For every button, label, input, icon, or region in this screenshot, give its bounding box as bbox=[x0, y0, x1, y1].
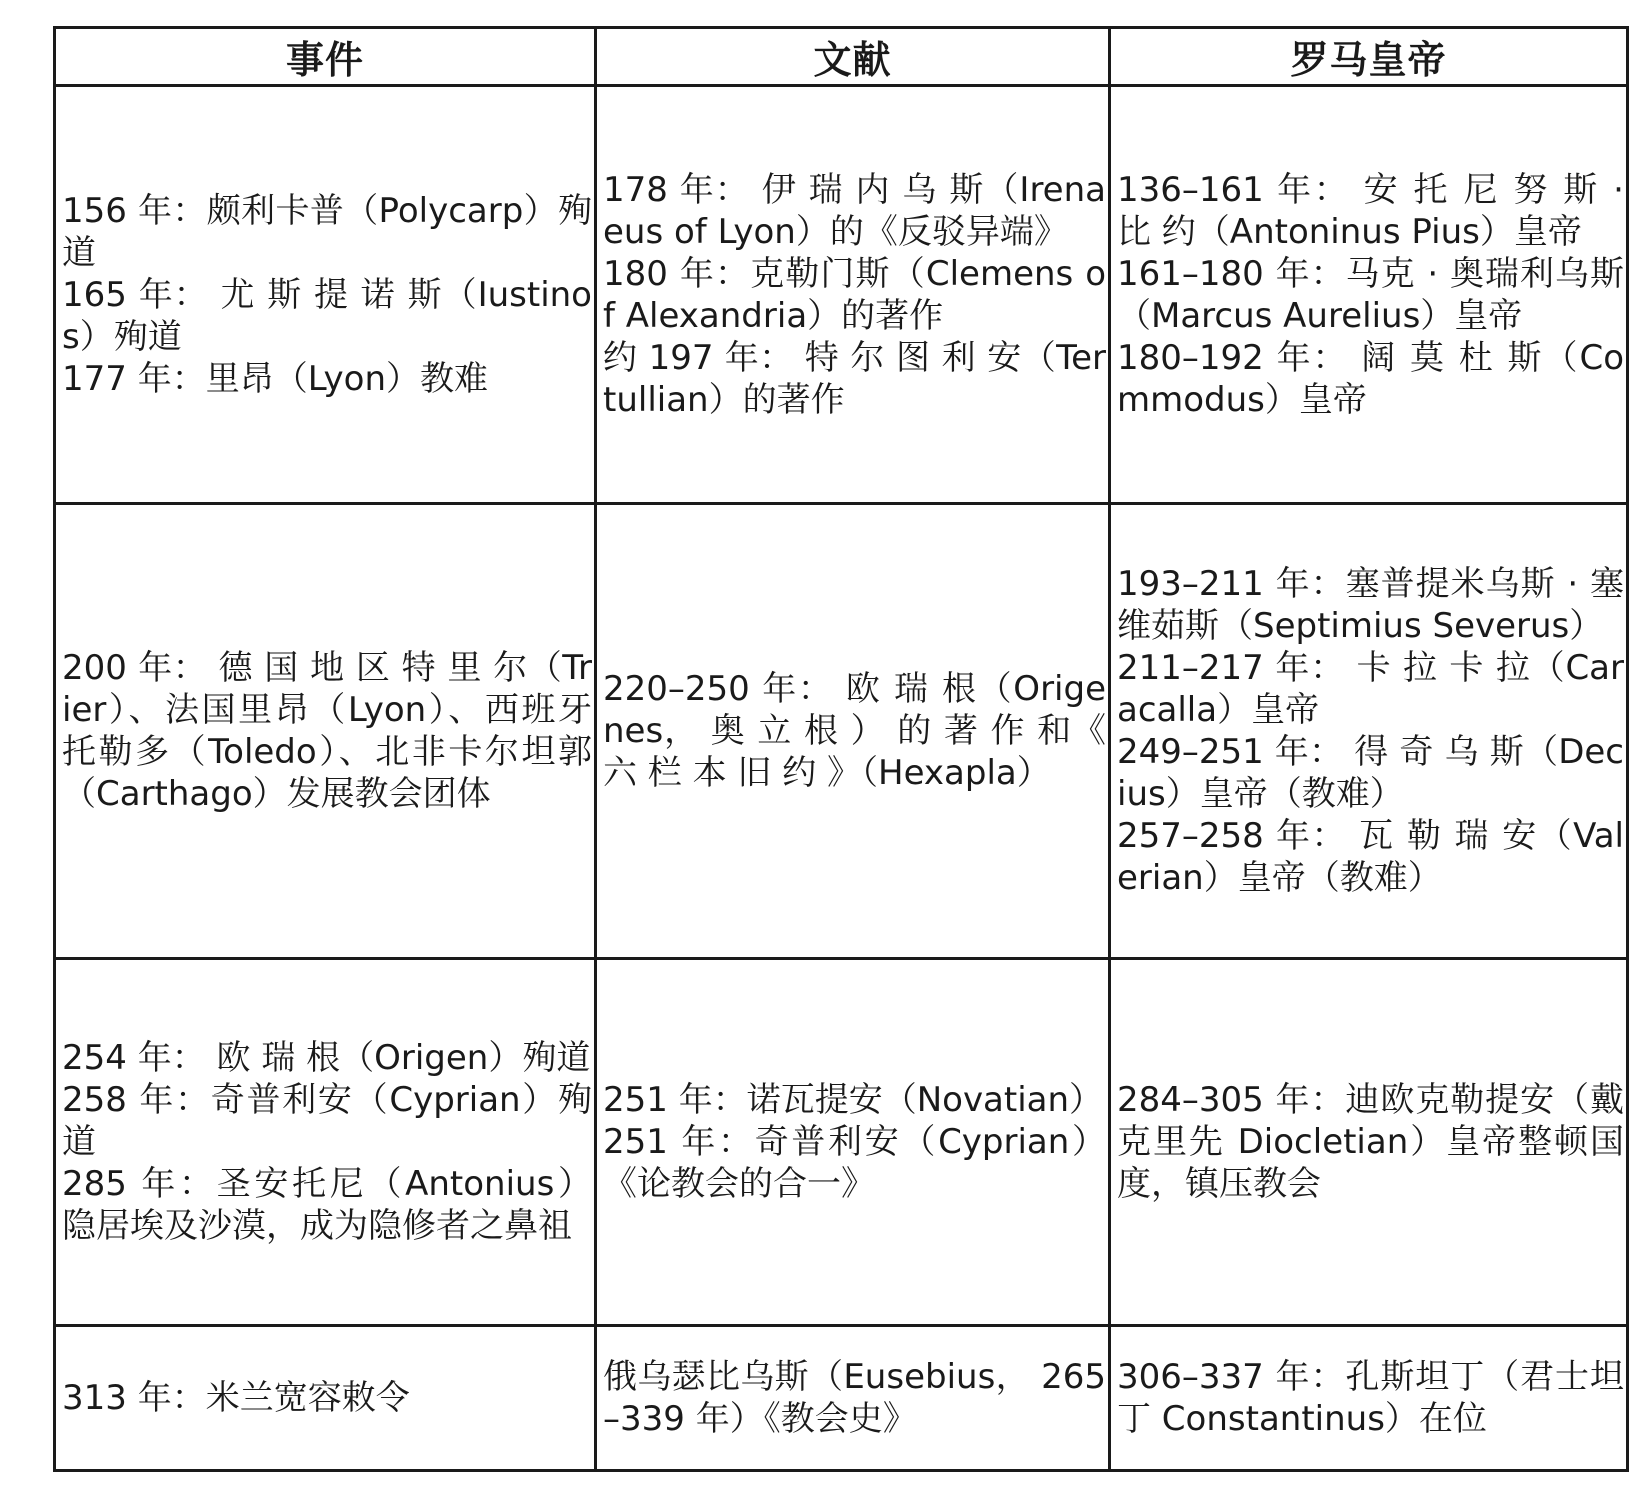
events-cell bbox=[55, 86, 596, 504]
document-entry: 约 197 年： 特 尔 图 利 安（Tertullian）的著作 bbox=[603, 337, 1106, 420]
header-documents: 文献 bbox=[596, 28, 1110, 86]
emperor-entry: 306–337 年：孔斯坦丁（君士坦丁 Constantinus）在位 bbox=[1117, 1357, 1624, 1439]
emperors-cell bbox=[1110, 1326, 1628, 1471]
event-entry: 156 年：颇利卡普（Polycarp）殉道 bbox=[62, 190, 592, 273]
documents-cell bbox=[596, 504, 1110, 959]
event-entry: 177 年：里昂（Lyon）教难 bbox=[62, 358, 488, 399]
emperor-entry: 193–211 年：塞普提米乌斯 · 塞维茹斯（Septimius Severus） bbox=[1117, 564, 1624, 646]
emperors-cell bbox=[1110, 504, 1628, 959]
events-cell bbox=[55, 504, 596, 959]
document-entry: 251 年：诺瓦提安（Novatian） bbox=[603, 1080, 1104, 1120]
emperor-entry: 211–217 年： 卡 拉 卡 拉（Caracalla）皇帝 bbox=[1117, 648, 1624, 730]
document-entry: 178 年： 伊 瑞 内 乌 斯（Irenaeus of Lyon）的《反驳异端》 bbox=[603, 169, 1106, 252]
table-row bbox=[55, 504, 1628, 959]
events-cell bbox=[55, 959, 596, 1326]
header-row bbox=[55, 28, 1628, 86]
table-row bbox=[55, 959, 1628, 1326]
documents-cell bbox=[596, 1326, 1110, 1471]
event-entry: 258 年：奇普利安（Cyprian）殉道 bbox=[62, 1080, 592, 1162]
event-entry: 285 年：圣安托尼（Antonius）隐居埃及沙漠，成为隐修者之鼻祖 bbox=[62, 1164, 592, 1246]
header-emperors: 罗马皇帝 bbox=[1110, 28, 1628, 86]
events-cell bbox=[55, 1326, 596, 1471]
emperor-entry: 257–258 年： 瓦 勒 瑞 安（Valerian）皇帝（教难） bbox=[1117, 816, 1624, 898]
document-entry: 180 年：克勒门斯（Clemens of Alexandria）的著作 bbox=[603, 253, 1106, 336]
documents-cell bbox=[596, 86, 1110, 504]
emperor-entry: 284–305 年：迪欧克勒提安（戴克里先 Diocletian）皇帝整顿国度，镇压教会 bbox=[1117, 1080, 1624, 1204]
event-entry: 200 年： 德 国 地 区 特 里 尔（Trier）、法国里昂（Lyon）、西班牙托勒多（Toledo）、北非卡尔坦郭（Carthago）发展教会团体 bbox=[62, 648, 592, 814]
document-entry: 251 年：奇普利安（Cyprian）《论教会的合一》 bbox=[603, 1122, 1106, 1204]
emperor-entry: 161–180 年：马克 · 奥瑞利乌斯（Marcus Aurelius）皇帝 bbox=[1117, 253, 1624, 336]
document-entry: 220–250 年： 欧 瑞 根（Origenes， 奥 立 根 ） 的 著 作 和《 六 栏 本 旧 约 》（Hexapla） bbox=[603, 669, 1106, 793]
emperors-cell bbox=[1110, 86, 1628, 504]
church-history-timeline-table bbox=[53, 26, 1629, 1472]
event-entry: 165 年： 尤 斯 提 诺 斯（Iustinos）殉道 bbox=[62, 274, 592, 357]
header-events: 事件 bbox=[55, 28, 596, 86]
document-entry: 俄乌瑟比乌斯（Eusebius， 265–339 年）《教会史》 bbox=[603, 1357, 1106, 1439]
event-entry: 254 年： 欧 瑞 根（Origen）殉道 bbox=[62, 1038, 591, 1078]
emperor-entry: 249–251 年： 得 奇 乌 斯（Decius）皇帝（教难） bbox=[1117, 732, 1624, 814]
documents-cell bbox=[596, 959, 1110, 1326]
emperors-cell bbox=[1110, 959, 1628, 1326]
table-row bbox=[55, 86, 1628, 504]
emperor-entry: 180–192 年： 阔 莫 杜 斯（Commodus）皇帝 bbox=[1117, 337, 1624, 420]
event-entry: 313 年：米兰宽容敕令 bbox=[62, 1378, 410, 1418]
table-row bbox=[55, 1326, 1628, 1471]
emperor-entry: 136–161 年： 安 托 尼 努 斯 · 比 约（Antoninus Pius）皇帝 bbox=[1117, 169, 1624, 252]
